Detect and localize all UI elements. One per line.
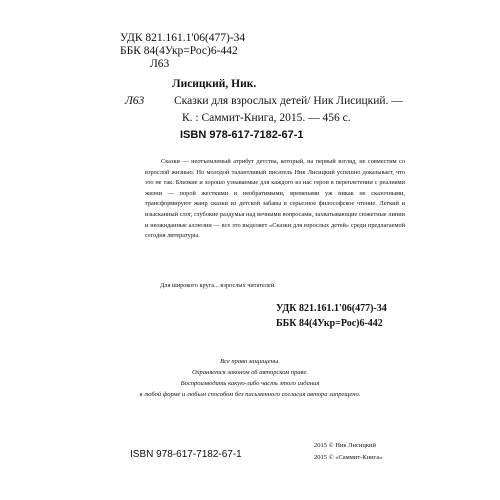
bbk-code-bottom: ББК 84(4Укр=Рос)6-442 xyxy=(276,318,383,329)
rights-notice xyxy=(120,356,380,400)
card-author: Лисицкий, Ник. xyxy=(172,78,257,90)
rights-line-1: Все права защищены. xyxy=(220,358,280,365)
card-title-line: Сказки для взрослых детей/ Ник Лисицкий. — xyxy=(174,95,403,107)
annotation-text: Сказки — неотъемлемый атрибут детства, который, на первый взгляд, не совместим со взрослой жизнью. Но молодой талантливый писатель Ник Лисицкий успешно доказывает, что это не так. Близкие и хорошо узнаваемые для каждого из нас герои в переплетении с реалиями жизни — порой жесткими и необратимыми, временами уж никак не сказочными, трансформируют жанр сказки из детской забавы в серьезное философское чтение. Легкий и изысканный слог, глубокие раздумья над вечными вопросами, захватывающие сюжетные линии и неожиданные аллюзии — все это выделяет «Сказки для взрослых детей» среди предлагаемой сегодня литературы. xyxy=(145,158,405,240)
author-mark: Л63 xyxy=(150,58,170,70)
rights-line-3: Воспроизводить какую-либо часть этого издания xyxy=(180,380,320,387)
rights-line-2: Охраняется законом об авторском праве. xyxy=(191,369,309,376)
copyright-author: 2015 © Ник Лисицкий xyxy=(314,442,376,449)
audience-note: Для широкого круга... взрослых читателей. xyxy=(160,282,276,289)
rights-line-4: в любой форме и любым способом без письменного согласия автора запрещено. xyxy=(139,391,361,398)
annotation xyxy=(145,157,405,242)
udk-code: УДК 821.161.1'06(477)-34 xyxy=(120,32,246,44)
udk-code-bottom: УДК 821.161.1'06(477)-34 xyxy=(276,303,387,314)
card-imprint-line: К. : Саммит-Книга, 2015. — 456 с. xyxy=(182,112,351,124)
card-isbn: ISBN 978-617-7182-67-1 xyxy=(180,129,304,141)
card-code: Л63 xyxy=(125,95,145,107)
footer-isbn: ISBN 978-617-7182-67-1 xyxy=(130,449,242,460)
bbk-code: ББК 84(4Укр=Рос)6-442 xyxy=(120,45,238,57)
copyright-publisher: 2015 © «Саммит-Книга» xyxy=(314,454,383,461)
